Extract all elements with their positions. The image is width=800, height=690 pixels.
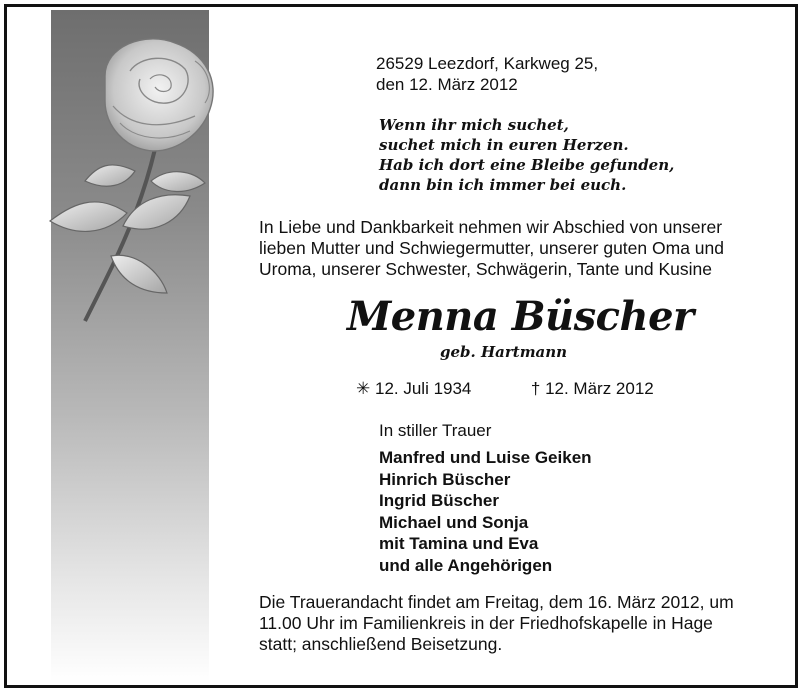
intro-paragraph [259, 217, 787, 280]
service-line: statt; anschließend Beisetzung. [259, 634, 503, 654]
poem-line: suchet mich in euren Herzen. [379, 136, 629, 154]
birth-date: 12. Juli 1934 [374, 379, 472, 398]
address-block [376, 53, 598, 95]
family-member: Hinrich Büscher [379, 469, 511, 489]
family-member: mit Tamina und Eva [379, 534, 539, 553]
poem-line: Hab ich dort eine Bleibe gefunden, [379, 156, 675, 174]
birth-symbol-icon: ✳ [356, 379, 371, 398]
life-dates [356, 378, 654, 399]
death-symbol-icon: † [530, 379, 541, 398]
family-member: Ingrid Büscher [379, 491, 499, 510]
date-line: den 12. März 2012 [376, 75, 518, 94]
deceased-name: Menna Büscher [347, 293, 694, 340]
intro-line: lieben Mutter und Schwiegermutter, unserer guten Oma und [259, 238, 724, 258]
intro-line: In Liebe und Dankbarkeit nehmen wir Abschied von unserer [259, 217, 723, 237]
mourning-label: In stiller Trauer [379, 421, 492, 440]
death-date: 12. März 2012 [545, 379, 654, 398]
service-paragraph [259, 592, 739, 655]
family-member: und alle Angehörigen [379, 555, 553, 575]
poem-line: dann bin ich immer bei euch. [379, 176, 627, 194]
address-line: 26529 Leezdorf, Karkweg 25, [376, 54, 599, 73]
family-member: Michael und Sonja [379, 512, 529, 532]
maiden-name: geb. Hartmann [440, 343, 568, 361]
family-member: Manfred und Luise Geiken [379, 448, 592, 467]
rose-icon [35, 31, 245, 331]
poem [379, 115, 674, 195]
obituary-frame [4, 4, 798, 688]
poem-line: Wenn ihr mich suchet, [379, 116, 569, 134]
intro-line: Uroma, unserer Schwester, Schwägerin, Tante und Kusine [259, 259, 712, 279]
service-line: 11.00 Uhr im Familienkreis in der Friedhofskapelle in Hage [259, 613, 713, 633]
family-list [379, 447, 592, 576]
service-line: Die Trauerandacht findet am Freitag, dem 16. März 2012, um [259, 592, 734, 612]
